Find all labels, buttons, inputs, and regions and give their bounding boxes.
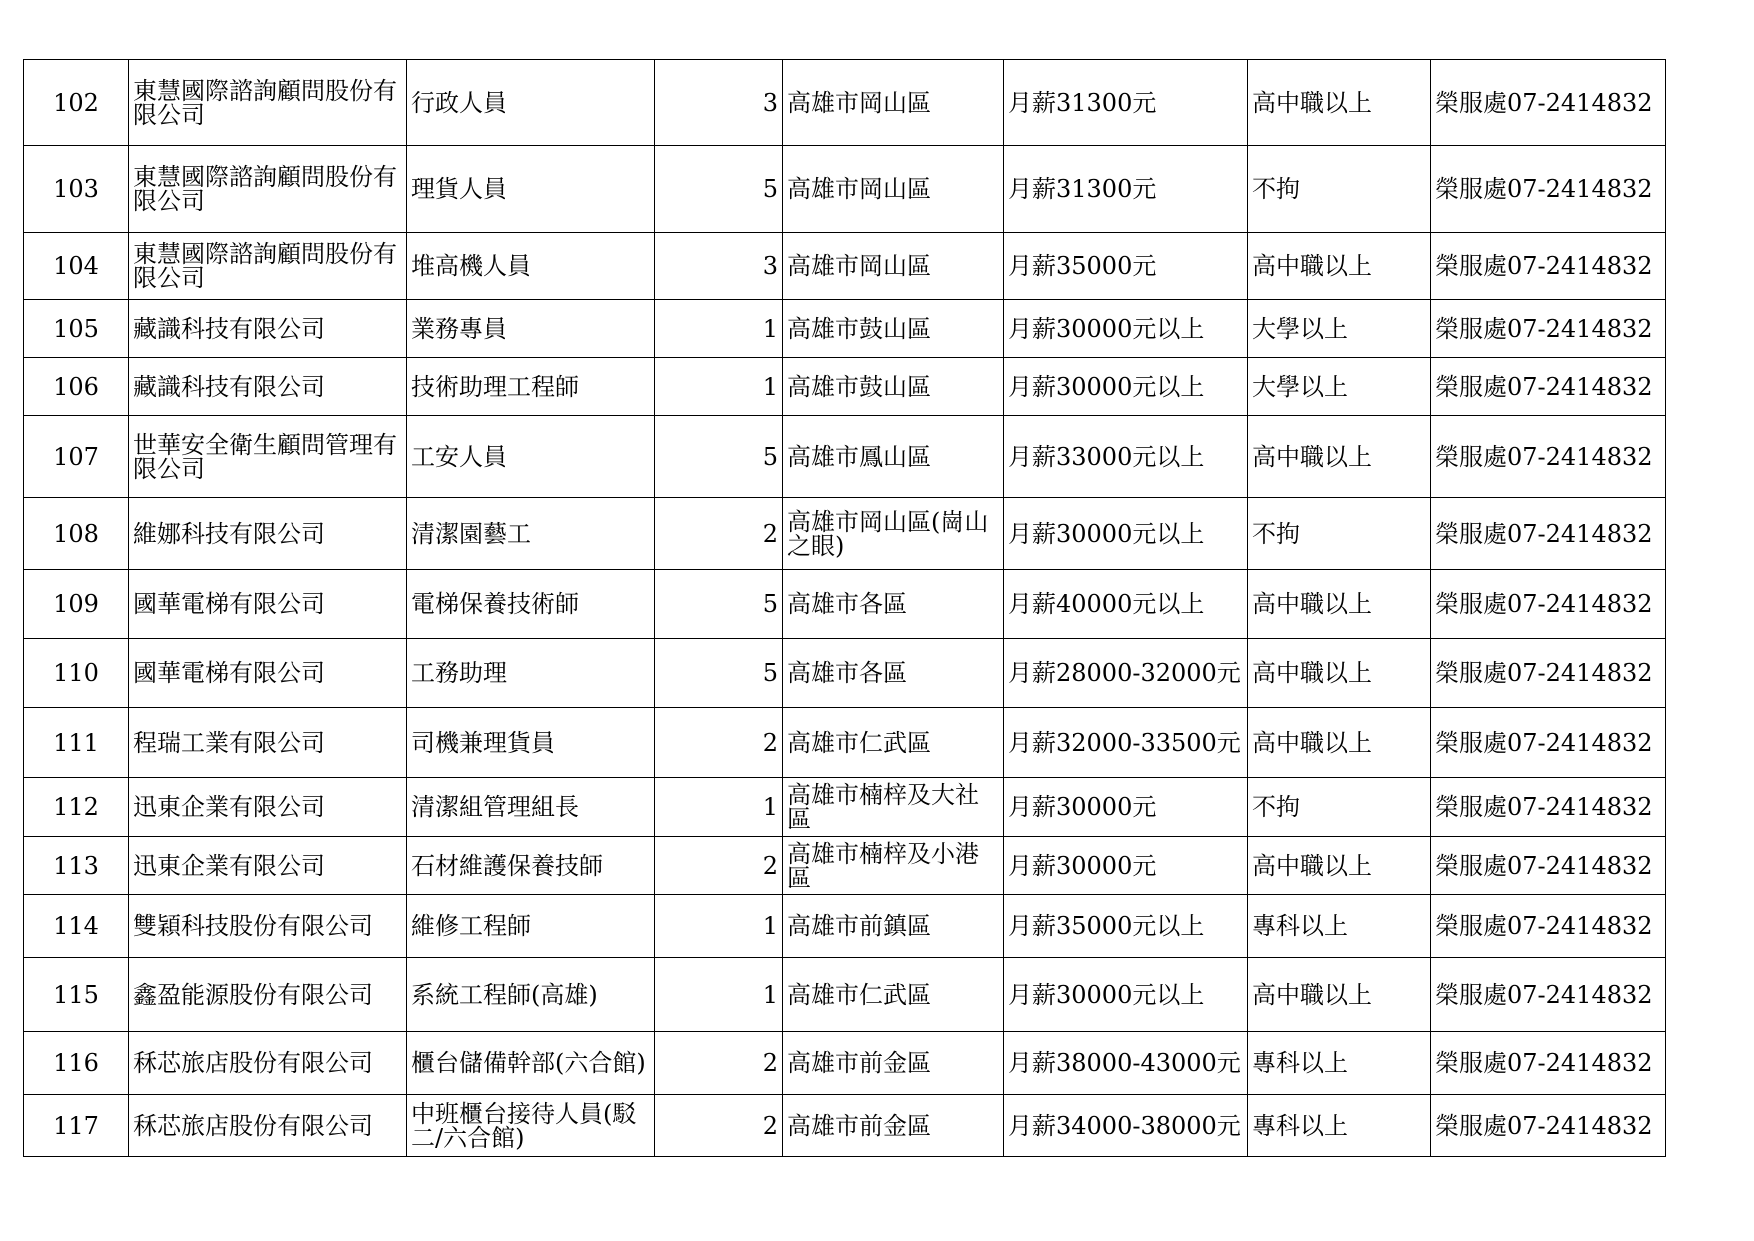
job-number-cell: 104 (24, 233, 129, 300)
openings-count-cell: 3 (655, 60, 783, 146)
openings-count-cell: 2 (655, 708, 783, 778)
table-row (24, 1095, 1666, 1157)
work-location-cell: 高雄市鼓山區 (783, 300, 1004, 358)
openings-count-cell: 5 (655, 570, 783, 639)
job-number-cell: 112 (24, 778, 129, 837)
job-number-cell: 110 (24, 639, 129, 708)
job-title-cell: 堆高機人員 (407, 233, 655, 300)
table-row (24, 778, 1666, 837)
table-row (24, 498, 1666, 570)
job-listing-table (23, 59, 1666, 1157)
salary-cell: 月薪33000元以上 (1004, 416, 1248, 498)
salary-cell: 月薪35000元 (1004, 233, 1248, 300)
education-requirement-cell: 不拘 (1248, 778, 1431, 837)
contact-cell: 榮服處07-2414832 (1431, 1095, 1666, 1157)
education-requirement-cell: 大學以上 (1248, 300, 1431, 358)
job-title-cell: 司機兼理貨員 (407, 708, 655, 778)
openings-count-cell: 2 (655, 837, 783, 895)
contact-cell: 榮服處07-2414832 (1431, 233, 1666, 300)
openings-count-cell: 2 (655, 1032, 783, 1095)
company-name-cell: 鑫盈能源股份有限公司 (129, 958, 407, 1032)
company-name-cell: 東慧國際諮詢顧問股份有限公司 (129, 233, 407, 300)
education-requirement-cell: 高中職以上 (1248, 639, 1431, 708)
work-location-cell: 高雄市岡山區 (783, 60, 1004, 146)
contact-cell: 榮服處07-2414832 (1431, 416, 1666, 498)
contact-cell: 榮服處07-2414832 (1431, 639, 1666, 708)
contact-cell: 榮服處07-2414832 (1431, 708, 1666, 778)
work-location-cell: 高雄市岡山區(崗山之眼) (783, 498, 1004, 570)
work-location-cell: 高雄市各區 (783, 570, 1004, 639)
job-title-cell: 工務助理 (407, 639, 655, 708)
company-name-cell: 藏識科技有限公司 (129, 358, 407, 416)
company-name-cell: 迅東企業有限公司 (129, 837, 407, 895)
job-listing-body (24, 60, 1666, 1157)
openings-count-cell: 2 (655, 498, 783, 570)
job-title-cell: 中班櫃台接待人員(駁二/六合館) (407, 1095, 655, 1157)
company-name-cell: 程瑞工業有限公司 (129, 708, 407, 778)
education-requirement-cell: 不拘 (1248, 498, 1431, 570)
salary-cell: 月薪30000元以上 (1004, 300, 1248, 358)
salary-cell: 月薪31300元 (1004, 60, 1248, 146)
table-row (24, 958, 1666, 1032)
table-row (24, 146, 1666, 233)
table-row (24, 837, 1666, 895)
work-location-cell: 高雄市楠梓及小港區 (783, 837, 1004, 895)
company-name-cell: 維娜科技有限公司 (129, 498, 407, 570)
table-row (24, 639, 1666, 708)
education-requirement-cell: 專科以上 (1248, 1032, 1431, 1095)
salary-cell: 月薪32000-33500元 (1004, 708, 1248, 778)
work-location-cell: 高雄市前鎮區 (783, 895, 1004, 958)
job-title-cell: 清潔園藝工 (407, 498, 655, 570)
contact-cell: 榮服處07-2414832 (1431, 895, 1666, 958)
contact-cell: 榮服處07-2414832 (1431, 498, 1666, 570)
company-name-cell: 秝芯旅店股份有限公司 (129, 1032, 407, 1095)
job-number-cell: 117 (24, 1095, 129, 1157)
contact-cell: 榮服處07-2414832 (1431, 60, 1666, 146)
job-title-cell: 業務專員 (407, 300, 655, 358)
openings-count-cell: 5 (655, 146, 783, 233)
table-row (24, 570, 1666, 639)
company-name-cell: 國華電梯有限公司 (129, 639, 407, 708)
openings-count-cell: 5 (655, 639, 783, 708)
openings-count-cell: 3 (655, 233, 783, 300)
salary-cell: 月薪30000元以上 (1004, 358, 1248, 416)
job-number-cell: 114 (24, 895, 129, 958)
salary-cell: 月薪40000元以上 (1004, 570, 1248, 639)
openings-count-cell: 1 (655, 358, 783, 416)
job-number-cell: 109 (24, 570, 129, 639)
job-number-cell: 107 (24, 416, 129, 498)
education-requirement-cell: 高中職以上 (1248, 416, 1431, 498)
openings-count-cell: 2 (655, 1095, 783, 1157)
company-name-cell: 國華電梯有限公司 (129, 570, 407, 639)
education-requirement-cell: 大學以上 (1248, 358, 1431, 416)
company-name-cell: 世華安全衛生顧問管理有限公司 (129, 416, 407, 498)
job-number-cell: 115 (24, 958, 129, 1032)
job-number-cell: 116 (24, 1032, 129, 1095)
salary-cell: 月薪28000-32000元 (1004, 639, 1248, 708)
education-requirement-cell: 高中職以上 (1248, 60, 1431, 146)
education-requirement-cell: 不拘 (1248, 146, 1431, 233)
job-number-cell: 105 (24, 300, 129, 358)
work-location-cell: 高雄市楠梓及大社區 (783, 778, 1004, 837)
job-number-cell: 113 (24, 837, 129, 895)
table-row (24, 358, 1666, 416)
company-name-cell: 迅東企業有限公司 (129, 778, 407, 837)
education-requirement-cell: 高中職以上 (1248, 233, 1431, 300)
education-requirement-cell: 高中職以上 (1248, 958, 1431, 1032)
job-title-cell: 櫃台儲備幹部(六合館) (407, 1032, 655, 1095)
salary-cell: 月薪31300元 (1004, 146, 1248, 233)
work-location-cell: 高雄市岡山區 (783, 146, 1004, 233)
openings-count-cell: 1 (655, 778, 783, 837)
education-requirement-cell: 高中職以上 (1248, 837, 1431, 895)
table-row (24, 1032, 1666, 1095)
work-location-cell: 高雄市仁武區 (783, 958, 1004, 1032)
job-number-cell: 106 (24, 358, 129, 416)
work-location-cell: 高雄市鳳山區 (783, 416, 1004, 498)
job-title-cell: 理貨人員 (407, 146, 655, 233)
salary-cell: 月薪30000元 (1004, 837, 1248, 895)
contact-cell: 榮服處07-2414832 (1431, 146, 1666, 233)
job-number-cell: 103 (24, 146, 129, 233)
openings-count-cell: 1 (655, 300, 783, 358)
education-requirement-cell: 專科以上 (1248, 895, 1431, 958)
company-name-cell: 藏識科技有限公司 (129, 300, 407, 358)
work-location-cell: 高雄市仁武區 (783, 708, 1004, 778)
contact-cell: 榮服處07-2414832 (1431, 778, 1666, 837)
work-location-cell: 高雄市鼓山區 (783, 358, 1004, 416)
job-title-cell: 工安人員 (407, 416, 655, 498)
job-number-cell: 108 (24, 498, 129, 570)
salary-cell: 月薪30000元以上 (1004, 498, 1248, 570)
table-row (24, 895, 1666, 958)
company-name-cell: 東慧國際諮詢顧問股份有限公司 (129, 60, 407, 146)
job-title-cell: 技術助理工程師 (407, 358, 655, 416)
openings-count-cell: 1 (655, 958, 783, 1032)
job-title-cell: 清潔組管理組長 (407, 778, 655, 837)
salary-cell: 月薪30000元以上 (1004, 958, 1248, 1032)
job-title-cell: 行政人員 (407, 60, 655, 146)
table-row (24, 708, 1666, 778)
contact-cell: 榮服處07-2414832 (1431, 837, 1666, 895)
table-row (24, 416, 1666, 498)
job-title-cell: 電梯保養技術師 (407, 570, 655, 639)
education-requirement-cell: 高中職以上 (1248, 708, 1431, 778)
education-requirement-cell: 高中職以上 (1248, 570, 1431, 639)
contact-cell: 榮服處07-2414832 (1431, 570, 1666, 639)
contact-cell: 榮服處07-2414832 (1431, 1032, 1666, 1095)
company-name-cell: 秝芯旅店股份有限公司 (129, 1095, 407, 1157)
table-row (24, 233, 1666, 300)
openings-count-cell: 5 (655, 416, 783, 498)
contact-cell: 榮服處07-2414832 (1431, 358, 1666, 416)
job-title-cell: 維修工程師 (407, 895, 655, 958)
salary-cell: 月薪38000-43000元 (1004, 1032, 1248, 1095)
table-row (24, 60, 1666, 146)
job-number-cell: 111 (24, 708, 129, 778)
job-title-cell: 石材維護保養技師 (407, 837, 655, 895)
contact-cell: 榮服處07-2414832 (1431, 958, 1666, 1032)
salary-cell: 月薪35000元以上 (1004, 895, 1248, 958)
company-name-cell: 雙穎科技股份有限公司 (129, 895, 407, 958)
work-location-cell: 高雄市岡山區 (783, 233, 1004, 300)
work-location-cell: 高雄市各區 (783, 639, 1004, 708)
work-location-cell: 高雄市前金區 (783, 1095, 1004, 1157)
openings-count-cell: 1 (655, 895, 783, 958)
job-number-cell: 102 (24, 60, 129, 146)
company-name-cell: 東慧國際諮詢顧問股份有限公司 (129, 146, 407, 233)
job-title-cell: 系統工程師(高雄) (407, 958, 655, 1032)
work-location-cell: 高雄市前金區 (783, 1032, 1004, 1095)
contact-cell: 榮服處07-2414832 (1431, 300, 1666, 358)
education-requirement-cell: 專科以上 (1248, 1095, 1431, 1157)
table-row (24, 300, 1666, 358)
salary-cell: 月薪34000-38000元 (1004, 1095, 1248, 1157)
salary-cell: 月薪30000元 (1004, 778, 1248, 837)
